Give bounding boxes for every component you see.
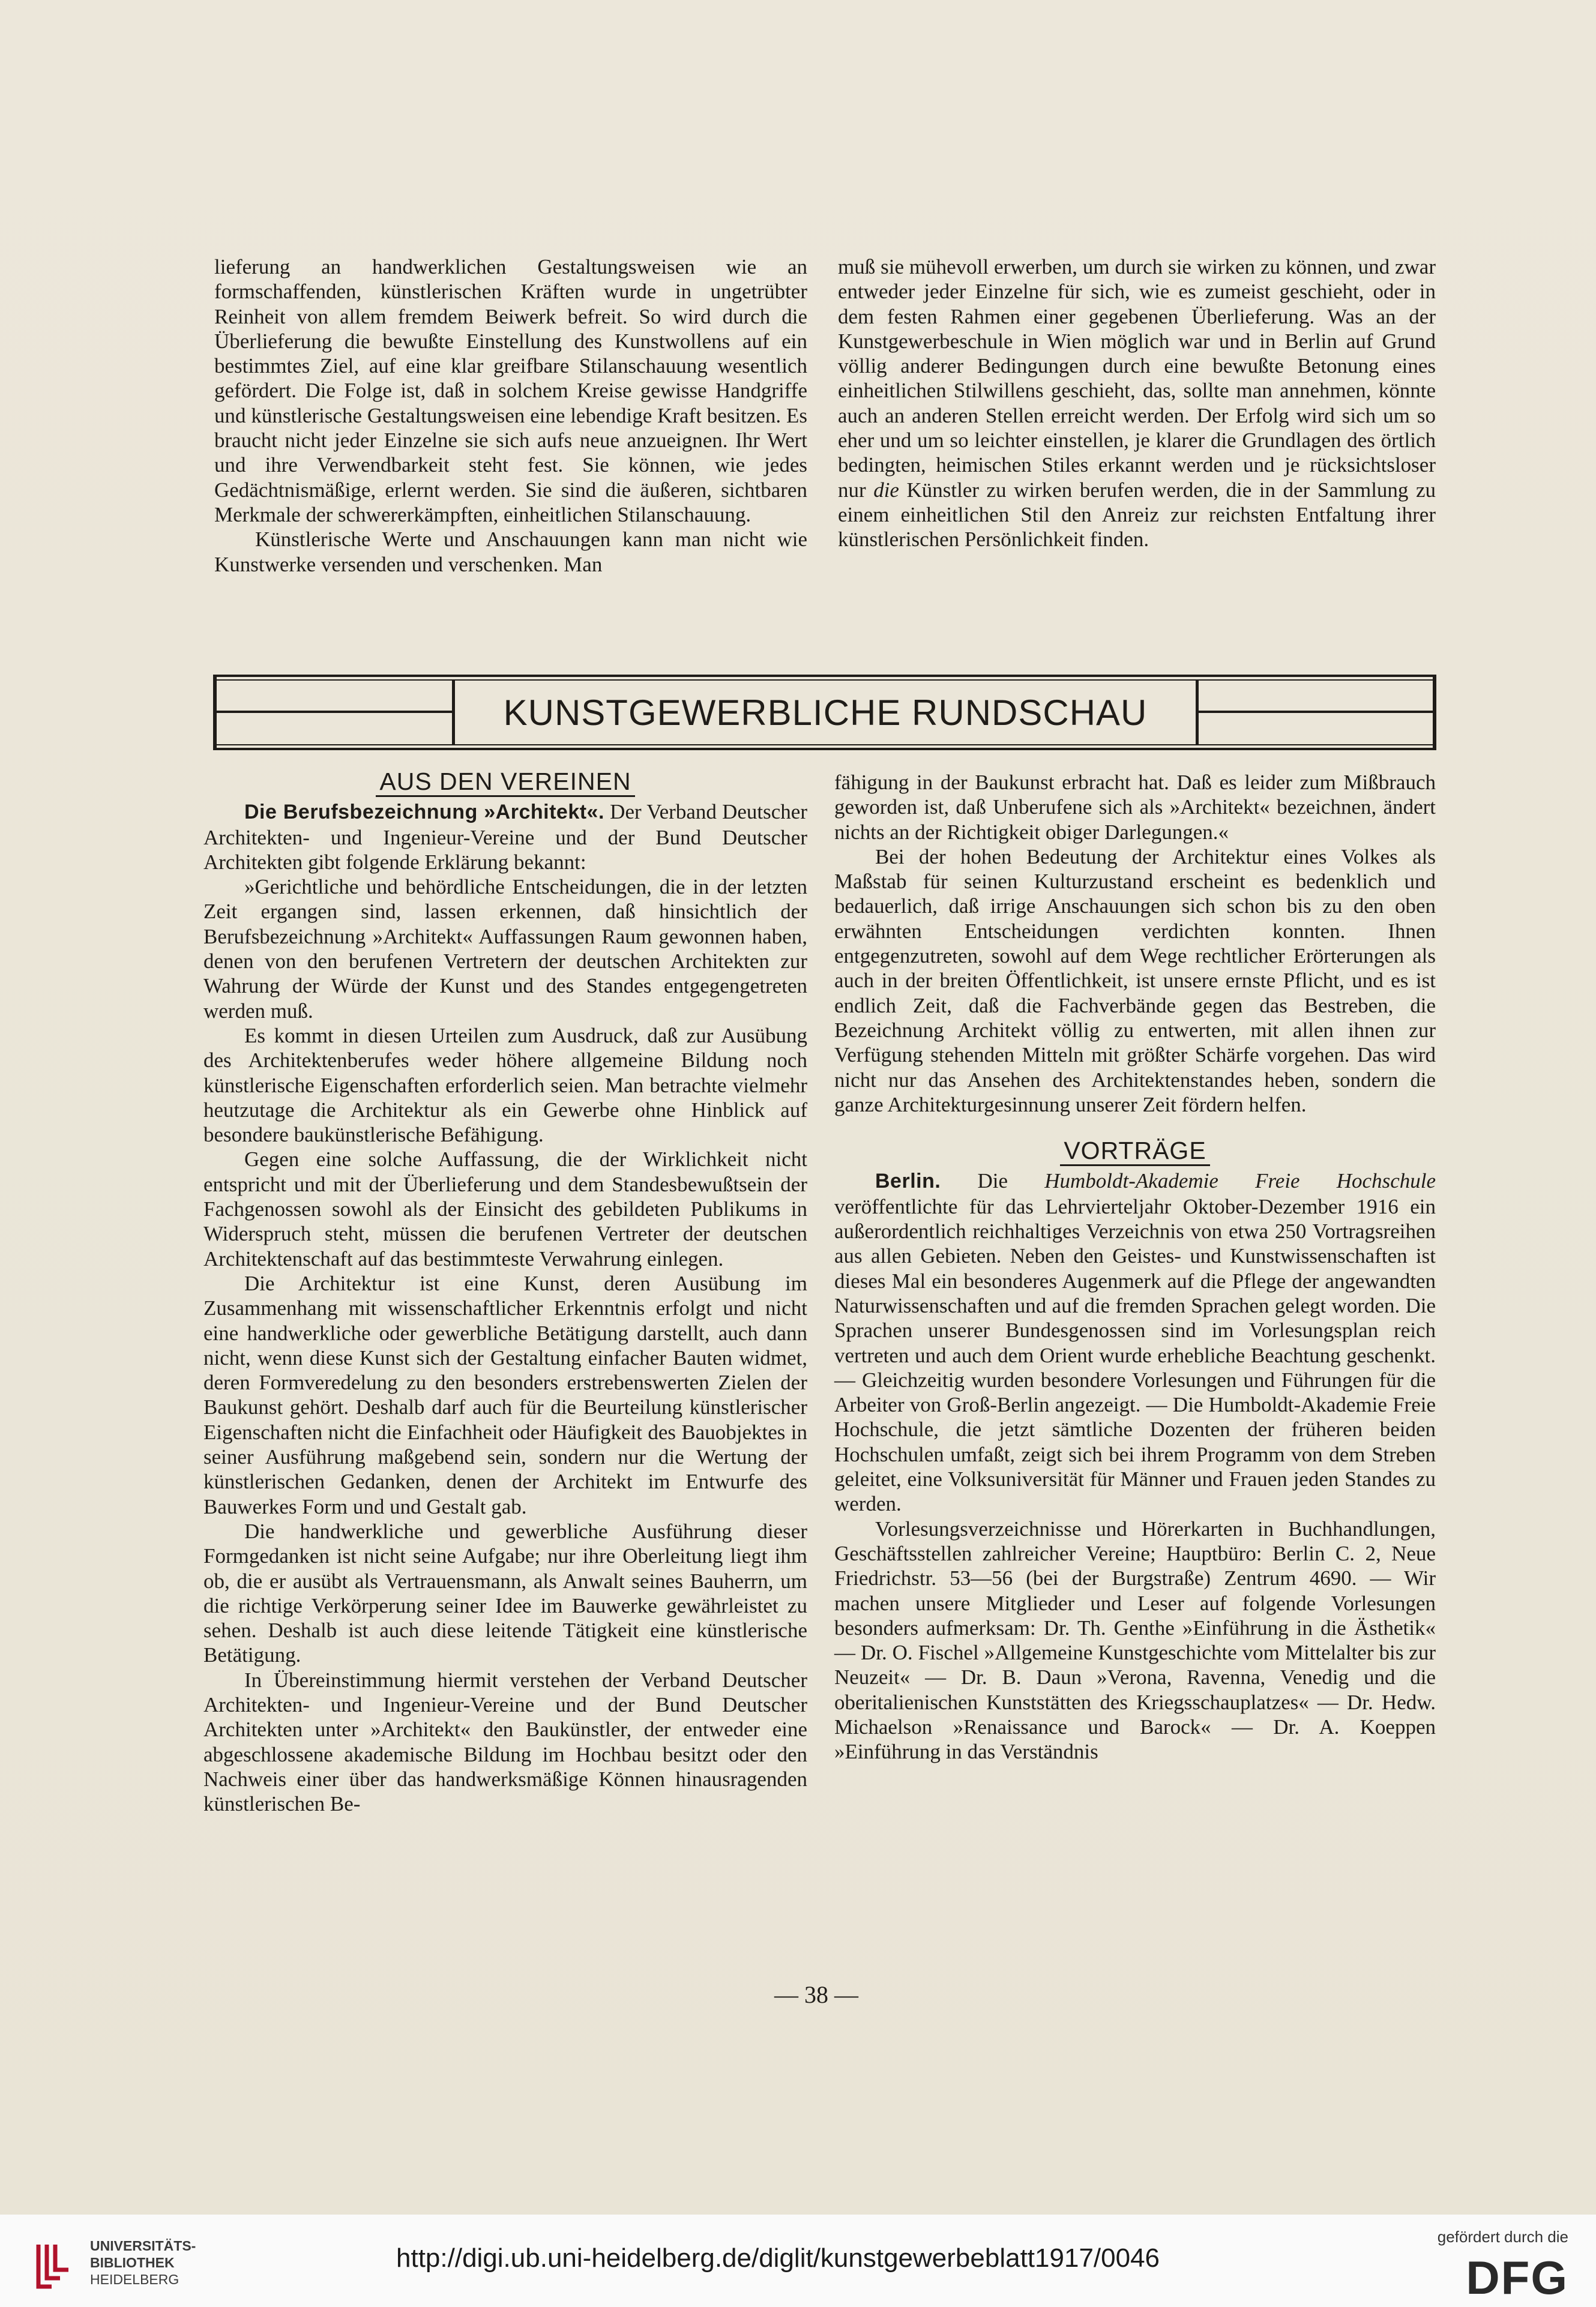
section-heading-vortraege bbox=[834, 1138, 1436, 1166]
paragraph: Bei der hohen Bedeutung der Architektur eines Volkes als Maßstab für seinen Kulturzustand erscheint es bedenklich und bedauerlich, daß irrige Anschauungen sich schon bis zu den oben erwähnten Entscheidungen verdichten konnten. Ihnen entgegenzutreten, sowohl auf dem Wege rechtlicher Erörterungen als auch in der breiten Öffentlichkeit, ist unsere ernste Pflicht, und es ist endlich Zeit, daß die Fachverbände gegen das Bestreben, die Bezeichnung Architekt völlig zu entwerten, mit allen ihnen zur Verfügung stehenden Mitteln mit größter Schärfe vorgehen. Das wird nicht nur das Ansehen des Architektenstandes heben, sondern die ganze Architekturgesinnung unserer Zeit fördern helfen. bbox=[834, 844, 1436, 1116]
paragraph: Vorlesungsverzeichnisse und Hörerkarten in Buchhandlungen, Geschäftsstellen zahlreicher Vereine; Hauptbüro: Berlin C. 2, Neue Friedrichstr. 53—56 (bei der Burgstraße) Zentrum 4690. — Wir machen unsere Mitglieder und Leser auf folgende Vorlesungen besonders aufmerksam: Dr. Th. Genthe »Einführung in die Ästhetik« — Dr. O. Fischel »Allgemeine Kunstgeschichte vom Mittelalter bis zur Neuzeit« — Dr. B. Daun »Verona, Ravenna, Venedig und die oberitalienischen Kunststätten des Kriegsschauplatzes« — Dr. Hedw. Michaelson »Renaissance und Barock« — Dr. A. Koeppen »Einführung in das Verständnis bbox=[834, 1517, 1436, 1764]
paragraph bbox=[838, 254, 1436, 552]
paragraph: fähigung in der Baukunst erbracht hat. Daß es leider zum Mißbrauch geworden ist, daß Unberufene sich als »Architekt« bezeichnen, ändert nichts an der Richtigkeit obiger Darlegungen.« bbox=[834, 771, 1436, 844]
page-number: — 38 — bbox=[774, 1981, 858, 2008]
paragraph: »Gerichtliche und behördliche Entscheidungen, die in der letzten Zeit ergangen sind, lassen erkennen, daß hinsichtlich der Berufsbezeichnung »Architekt« Auffassungen Raum gewonnen haben, denen von den berufenen Vertretern der deutschen Architekten zur Wahrung der Würde der Kunst und des Standes entgegengetreten werden muß. bbox=[203, 875, 807, 1023]
lead-paragraph bbox=[203, 799, 807, 874]
section-banner bbox=[213, 675, 1436, 750]
text-run: Künstler zu wirken berufen werden, die in der Sammlung zu einem einheitlichen Stil den Anreiz zur reichsten Entfaltung ihrer künstlerischen Persönlichkeit finden. bbox=[838, 478, 1436, 552]
banner-bottom-rule bbox=[217, 744, 1433, 750]
italic-run: die bbox=[873, 478, 899, 502]
paragraph: Die Architektur ist eine Kunst, deren Ausübung im Zusammenhang mit wissenschaftlicher Erkenntnis erfolgt und nicht eine handwerkliche oder gewerbliche Betätigung darstellt, auch dann nicht, wenn diese Kunst sich der Gestaltung einfacher Bauten widmet, deren Formveredelung zu den besonders erstrebenswerten Zielen der Baukunst gehört. Deshalb darf auch für die Beurteilung künstlerischer Eigenschaften nicht die Einfachheit oder Häufigkeit des Bauobjektes in seiner Ausführung maßgebend sein, sondern nur die Wertung der künstlerischen Gedanken, denen der Architekt im Entwurfe des Bauwerkes Form und und Gestalt gab. bbox=[203, 1271, 807, 1518]
paragraph: In Übereinstimmung hiermit verstehen der Verband Deutscher Architekten- und Ingenieur-Vereine und der Bund Deutscher Architekten unter »Architekt« den Baukünstler, der entweder eine abgeschlossene akademische Bildung im Hochbau besitzt oder den Nachweis einer über das handwerksmäßige Können hinausragenden künstlerischen Be- bbox=[203, 1668, 807, 1816]
paragraph: Die handwerkliche und gewerbliche Ausführung dieser Formgedanken ist nicht seine Aufgabe; nur ihre Oberleitung liegt ihm ob, die er ausübt als Vertrauensmann, als Anwalt seines Bauherrn, um die richtige Verkörperung seiner Idee im Bauwerke gewährleistet zu sehen. Deshalb ist auch diese leitende Tätigkeit eine künstlerische Betätigung. bbox=[203, 1519, 807, 1667]
library-line: BIBLIOTHEK bbox=[90, 2255, 175, 2270]
text-run: Die bbox=[941, 1169, 1045, 1193]
university-library-logo-icon bbox=[34, 2241, 80, 2290]
banner-right-rule bbox=[1199, 711, 1433, 713]
banner-title: KUNSTGEWERBLICHE RUNDSCHAU bbox=[452, 681, 1199, 744]
footer-bar bbox=[0, 2215, 1596, 2307]
funding-label: gefördert durch die bbox=[1437, 2228, 1568, 2246]
paragraph: Künstlerische Werte und Anschauungen kann man nicht wie Kunstwerke versenden und verschenken. Man bbox=[214, 528, 807, 576]
paragraph: Es kommt in diesen Urteilen zum Ausdruck, daß zur Ausübung des Architektenberufes weder höhere allgemeine Bildung noch künstlerische Eigenschaften erforderlich seien. Man betrachte vielmehr heutzutage die Architektur als ein Gewerbe ohne Hinblick auf besondere baukünstlerische Befähigung. bbox=[203, 1023, 807, 1147]
section-heading-vereine bbox=[203, 769, 807, 797]
top-right-column bbox=[838, 254, 1436, 552]
heading-text: VORTRÄGE bbox=[1060, 1138, 1209, 1166]
banner-top-rule bbox=[217, 675, 1433, 681]
right-column bbox=[834, 770, 1436, 1764]
text-run: Der Verband Deutscher Architekten- und Ingenieur-Vereine und der Bund Deutscher Architekten gibt folgende Erklärung bekannt: bbox=[203, 800, 807, 874]
library-line: UNIVERSITÄTS- bbox=[90, 2238, 196, 2254]
top-left-column bbox=[214, 254, 807, 577]
paragraph: Gegen eine solche Auffassung, die der Wirklichkeit nicht entspricht und mit der Überlieferung und dem Standesbewußtsein der Fachgenossen sowohl als der Einsicht des gebildeten Publikums in Widerspruch steht, müssen die berufenen Vertreter der deutschen Architektenschaft auf das bestimmteste Verwahrung einlegen. bbox=[203, 1147, 807, 1271]
text-run: muß sie mühevoll erwerben, um durch sie wirken zu können, und zwar entweder jeder Einzelne für sich, wie es zumeist geschieht, oder in dem festen Rahmen einer gegebenen Überlieferung. Was an der Kunstgewerbeschule in Wien möglich war und in Berlin auf Grund völlig anderer Bedingungen durch eine bewußte Betonung eines einheitlichen Stilwillens geschieht, das, sollte man annehmen, könnte auch an anderen Stellen erreicht werden. Der Erfolg wird sich um so eher und um so leichter einstellen, je klarer die Grundlagen des örtlich bedingten, heimischen Stiles erkannt werden und je rücksichtsloser nur bbox=[838, 255, 1436, 502]
left-column bbox=[203, 769, 807, 1816]
paragraph bbox=[834, 1169, 1436, 1516]
banner-left-rule bbox=[217, 711, 452, 713]
source-url-link[interactable]: http://digi.ub.uni-heidelberg.de/diglit/kunstgewerbeblatt1917/0046 bbox=[396, 2243, 1160, 2273]
text-run: veröffentlichte für das Lehrvierteljahr Oktober-Dezember 1916 ein außerordentlich reichhaltiges Verzeichnis von etwa 250 Vortragsreihen aus allen Gebieten. Neben den Geistes- und Kunstwissenschaften ist dieses Mal ein besonderes Augenmerk auf die Pflege der angewandten Naturwissenschaften und auf die fremden Sprachen gelegt worden. Die Sprachen unserer Bundesgenossen sind im Vorlesungsplan reich vertreten und auch dem Orient wurde erhebliche Beachtung geschenkt. — Gleichzeitig wurden besondere Vorlesungen und Führungen für die Arbeiter von Groß-Berlin angezeigt. — Die Humboldt-Akademie Freie Hochschule, die jetzt sämtliche Dozenten der früheren beiden Hochschulen umfaßt, zeigt sich bei ihrem Programm von dem Streben geleitet, eine Volksuniversität für Männer und Frauen jeden Standes zu werden. bbox=[834, 1194, 1436, 1516]
library-name bbox=[90, 2237, 196, 2288]
dfg-logo: DFG bbox=[1466, 2251, 1568, 2304]
heading-text: AUS DEN VEREINEN bbox=[376, 769, 634, 797]
paragraph: lieferung an handwerklichen Gestaltungsweisen wie an formschaffenden, künstlerischen Kräften wurde in ungetrübter Reinheit von allem fremdem Beiwerk befreit. So wird durch die Überlieferung die bewußte Einstellung des Kunstwollens auf ein bestimmtes Ziel, auf eine klar greifbare Stilanschauung wesentlich gefördert. Die Folge ist, daß in solchem Kreise gewisse Handgriffe und künstlerische Gestaltungsweisen eine lebendige Kraft besitzen. Es braucht nicht jeder Einzelne sie sich aufs neue anzueignen. Ihr Wert und ihre Verwendbarkeit steht fest. Sie können, wie jedes Gedächtnismäßige, erlernt werden. Sie sind die äußeren, sichtbaren Merkmale der schwererkämpften, einheitlichen Stilanschauung. bbox=[214, 255, 807, 526]
lead-bold: Die Berufsbezeichnung »Architekt«. bbox=[244, 801, 604, 824]
library-line: HEIDELBERG bbox=[90, 2272, 179, 2287]
lead-bold: Berlin. bbox=[875, 1170, 941, 1193]
italic-run: Humboldt-Akademie Freie Hochschule bbox=[1044, 1169, 1436, 1193]
